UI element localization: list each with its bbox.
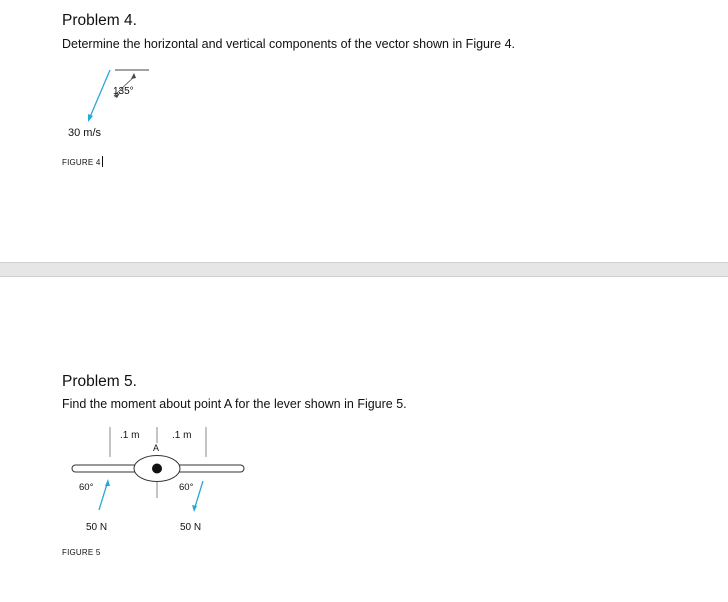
right-force-label: 50 N [180,522,202,533]
pivot-point-a [152,464,162,474]
document-page-2 [0,277,728,602]
document-page-1 [0,0,728,262]
problem-4-text: Determine the horizontal and vertical components of the vector shown in Figure 4. [62,37,516,51]
vector-arrowhead [88,114,93,122]
magnitude-label: 30 m/s [68,127,102,139]
left-force-vector [99,484,107,510]
angle-label: 135° [113,86,134,97]
problem-5-text: Find the moment about point A for the lever shown in Figure 5. [62,397,407,411]
left-force-label: 50 N [86,522,108,533]
left-angle-label: 60° [79,482,94,493]
arc-arrowhead [131,73,136,79]
figure-4-diagram [60,62,170,142]
left-distance-label: .1 m [120,430,140,441]
figure-4-caption: FIGURE 4 [62,158,101,167]
left-force-arrowhead [105,479,110,486]
figure-5-caption: FIGURE 5 [62,548,101,557]
problem-5-title: Problem 5. [62,373,137,390]
text-cursor [102,156,103,167]
point-a-label: A [153,443,160,453]
page-break [0,262,728,277]
right-distance-label: .1 m [172,430,192,441]
figure-5-diagram [60,425,260,540]
velocity-vector [90,70,110,117]
problem-4-title: Problem 4. [62,12,137,29]
right-angle-label: 60° [179,482,194,493]
right-force-vector [195,481,203,507]
right-force-arrowhead [192,505,197,512]
